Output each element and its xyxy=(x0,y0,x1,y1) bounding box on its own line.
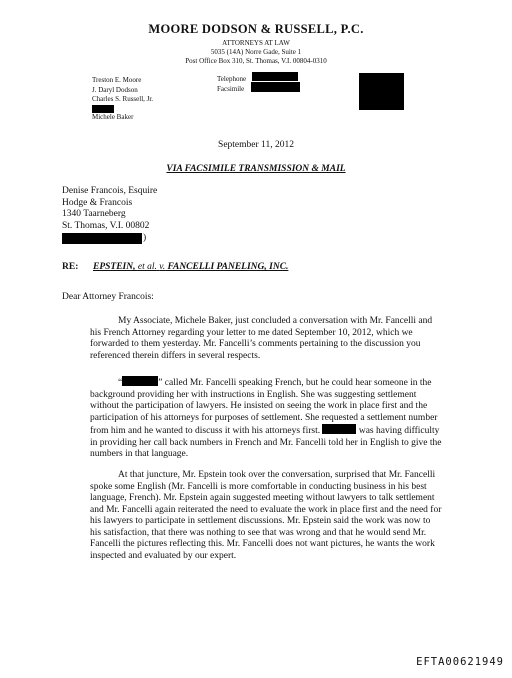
redaction-block xyxy=(359,73,404,110)
recipient-city: St. Thomas, V.I. 00802 xyxy=(62,220,150,231)
re-party-1: EPSTEIN, xyxy=(93,262,136,272)
recipient-address xyxy=(62,186,157,232)
paragraph-text: My Associate, Michele Baker, just concluded a conversation with Mr. Fancelli and his French Attorney regarding your letter to me dated September 10, 2012, which we forwarded to them yesterday. Mr. Fancelli’s comments pertaining to the discussion you referenced therein differs in several respects. xyxy=(90,316,433,361)
recipient-firm: Hodge & Francois xyxy=(62,197,133,208)
firm-name: MOORE DODSON & RUSSELL, P.C. xyxy=(148,22,364,36)
staff-name: Treston E. Moore xyxy=(92,76,142,84)
firm-address-line2: Post Office Box 310, St. Thomas, V.I. 00804-0310 xyxy=(185,57,327,65)
paragraph-text: At that juncture, Mr. Epstein took over the conversation, surprised that Mr. Fancelli spoke some English (Mr. Fancelli is more comfortable in conducting business in his best language, French). Mr. Epstein again suggested meeting without lawyers to talk settlement and Mr. Fancelli again reiterated the need to evaluate the work in place first and the need for his lawyers to participate in settlement discussions. Mr. Epstein said the work was now to his satisfaction, that there was nothing to see that was wrong and that he would send Mr. Fancelli the pictures reflecting this. Mr. Fancelli does not want pictures, he wants the work inspected and evaluated by our expert. xyxy=(90,470,442,561)
facsimile-label: Facsimile xyxy=(217,85,245,93)
salutation: Dear Attorney Francois: xyxy=(62,292,154,302)
staff-name-last: Michele Baker xyxy=(92,113,134,121)
paragraph-text xyxy=(90,376,442,461)
redaction-block xyxy=(122,376,158,386)
redaction-block xyxy=(251,82,300,92)
re-label: RE: xyxy=(62,262,79,272)
firm-subtitle: ATTORNEYS AT LAW xyxy=(222,39,290,47)
open-quote: “ xyxy=(118,378,123,388)
redaction-block xyxy=(252,72,298,81)
firm-address-line1: 5035 (14A) Norre Gade, Suite 1 xyxy=(210,48,302,56)
body-paragraph-2 xyxy=(90,376,442,461)
staff-name: J. Daryl Dodson xyxy=(92,85,138,94)
recipient-trailing: ) xyxy=(143,233,147,243)
redaction-block xyxy=(322,424,356,434)
delivery-method: VIA FACSIMILE TRANSMISSION & MAIL xyxy=(166,164,346,174)
letter-date: September 11, 2012 xyxy=(218,140,294,150)
telephone-label: Telephone xyxy=(217,75,247,83)
staff-name: Charles S. Russell, Jr. xyxy=(92,95,154,103)
re-versus: v. xyxy=(159,262,166,272)
body-paragraph-1 xyxy=(90,316,442,362)
recipient-street: 1340 Taarneberg xyxy=(62,209,126,219)
redaction-block xyxy=(62,233,142,244)
document-id: EFTA00621949 xyxy=(416,656,504,668)
paragraph-text-part: was having difficulty in providing her call back numbers in French and Mr. Fancelli told her in English to give the numbers in that language. xyxy=(90,426,442,459)
re-subject xyxy=(93,262,288,272)
re-et-al: et al. xyxy=(137,262,157,272)
paragraph-text-part: ” called Mr. Fancelli speaking French, but he could hear someone in the background providing her with instructions in English. She was suggesting settlement without the participation of lawyers. He insisted on seeing the work in place first and the participation of his attorneys for purposes of settlement. She requested a settlement number from him and he wanted to discuss it with his attorneys first. xyxy=(90,378,438,436)
re-party-2: FANCELLI PANELING, INC. xyxy=(167,262,289,272)
staff-list xyxy=(92,76,153,105)
redaction-block xyxy=(92,105,114,113)
body-paragraph-3 xyxy=(90,470,442,562)
recipient-name: Denise Francois, Esquire xyxy=(62,186,158,196)
